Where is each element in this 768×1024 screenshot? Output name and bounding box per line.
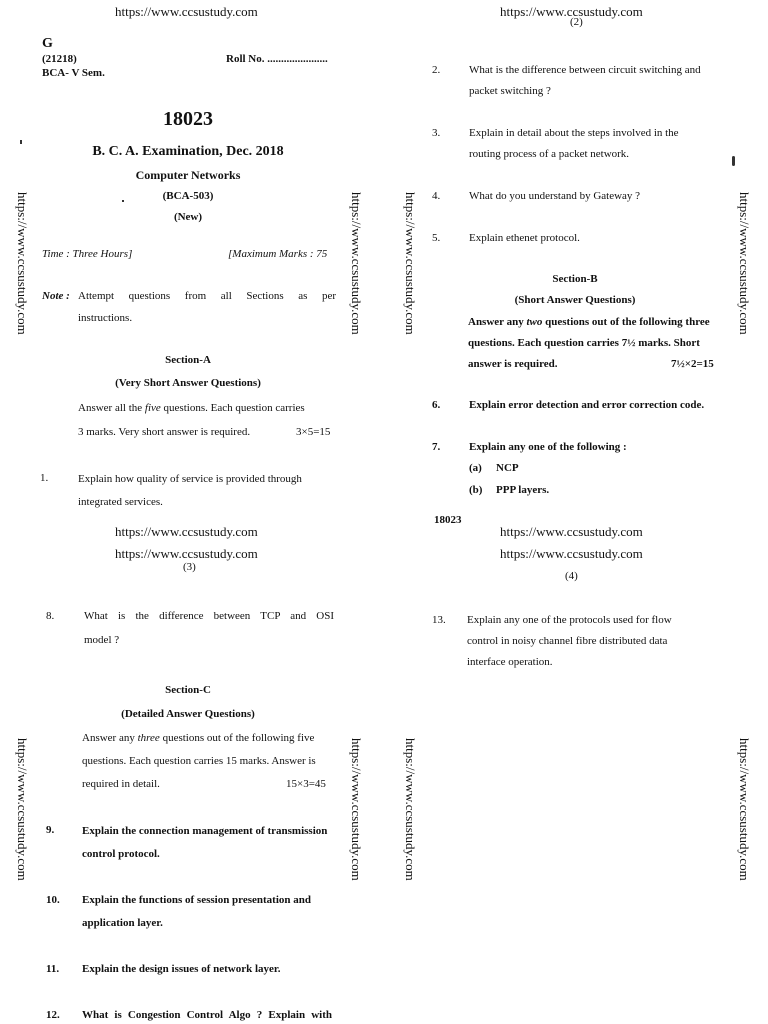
watermark-url: https://www.ccsustudy.com xyxy=(115,4,258,19)
section-c-heading: Section-C xyxy=(165,684,211,696)
section-c-instructions: required in detail. xyxy=(82,778,160,790)
section-a-instructions: Answer all the five questions. Each question carries xyxy=(78,402,305,414)
section-a-subheading: (Very Short Answer Questions) xyxy=(115,377,261,389)
note-label: Note : xyxy=(42,290,70,302)
watermark-url: https://www.ccsustudy.com xyxy=(115,546,258,561)
option-text: NCP xyxy=(496,462,519,474)
question-text: Explain any one of the protocols used for flow xyxy=(467,614,672,626)
question-number: 13. xyxy=(432,614,446,626)
question-text: routing process of a packet network. xyxy=(469,148,630,160)
question-text: What is the difference between circuit switching and xyxy=(469,64,701,76)
subject-code: (BCA-503) xyxy=(162,190,214,202)
scan-mark xyxy=(122,200,124,202)
vertical-watermark: https://www.ccsustudy.com xyxy=(403,192,418,335)
section-b-instructions: answer is required. xyxy=(468,358,558,370)
page-number: (3) xyxy=(183,561,196,573)
question-number: 2. xyxy=(432,64,441,76)
page-number: (2) xyxy=(570,16,583,28)
vertical-watermark: https://www.ccsustudy.com xyxy=(349,192,364,335)
question-text: What do you understand by Gateway ? xyxy=(469,190,641,202)
option-text: PPP layers. xyxy=(496,484,550,496)
question-text: Explain ethenet protocol. xyxy=(469,232,580,244)
question-text: control protocol. xyxy=(82,848,160,860)
watermark-url: https://www.ccsustudy.com xyxy=(500,524,643,539)
question-text: Explain in detail about the steps involved in the xyxy=(469,127,679,139)
question-number: 5. xyxy=(432,232,441,244)
question-text: What is the difference between TCP and OSI xyxy=(84,610,334,622)
section-b-marks: 7½×2=15 xyxy=(671,358,714,370)
question-text: interface operation. xyxy=(467,656,553,668)
section-a-marks: 3×5=15 xyxy=(296,426,331,438)
watermark-url: https://www.ccsustudy.com xyxy=(500,4,643,19)
section-c-marks: 15×3=45 xyxy=(286,778,326,790)
section-c-instructions: Answer any three questions out of the following five xyxy=(82,732,315,744)
note-text: instructions. xyxy=(78,312,133,324)
section-c-instructions: questions. Each question carries 15 marks. Answer is xyxy=(82,755,316,767)
scan-mark xyxy=(732,156,735,166)
section-a-heading: Section-A xyxy=(165,354,211,366)
question-text: model ? xyxy=(84,634,120,646)
question-text: Explain the functions of session presentation and xyxy=(82,894,312,906)
watermark-url: https://www.ccsustudy.com xyxy=(500,546,643,561)
paper-code: (21218) xyxy=(42,53,77,65)
question-text: Explain the connection management of transmission xyxy=(82,825,328,837)
question-text: Explain how quality of service is provided through xyxy=(78,473,302,485)
question-number: 11. xyxy=(46,963,60,975)
question-number: 12. xyxy=(46,1009,60,1021)
vertical-watermark: https://www.ccsustudy.com xyxy=(349,738,364,881)
question-number: 4. xyxy=(432,190,441,202)
vertical-watermark: https://www.ccsustudy.com xyxy=(15,738,30,881)
question-number: 3. xyxy=(432,127,441,139)
question-text: Explain the design issues of network layer. xyxy=(82,963,281,975)
section-b-instructions: Answer any two questions out of the following three xyxy=(468,316,710,328)
question-number: 6. xyxy=(432,399,441,411)
section-b-subheading: (Short Answer Questions) xyxy=(514,294,636,306)
page-number: (4) xyxy=(565,570,578,582)
max-marks: [Maximum Marks : 75 xyxy=(228,248,328,260)
exam-title: B. C. A. Examination, Dec. 2018 xyxy=(92,144,284,159)
scan-mark xyxy=(20,140,22,144)
series-letter: G xyxy=(42,36,53,51)
watermark-url: https://www.ccsustudy.com xyxy=(115,524,258,539)
question-text: control in noisy channel fibre distributed data xyxy=(467,635,668,647)
vertical-watermark: https://www.ccsustudy.com xyxy=(403,738,418,881)
time-label: Time : Three Hours] xyxy=(42,248,133,260)
vertical-watermark: https://www.ccsustudy.com xyxy=(737,738,752,881)
roll-number: Roll No. ...................... xyxy=(226,53,328,65)
question-number: 10. xyxy=(46,894,60,906)
subject-title: Computer Networks xyxy=(135,168,241,182)
option-label: (b) xyxy=(469,484,483,496)
note-text: Attempt questions from all Sections as per xyxy=(78,290,336,302)
scheme-label: (New) xyxy=(173,211,203,223)
question-text: What is Congestion Control Algo ? Explain with xyxy=(82,1009,332,1021)
question-text: application layer. xyxy=(82,917,163,929)
section-b-heading: Section-B xyxy=(552,273,598,285)
section-a-instructions: 3 marks. Very short answer is required. xyxy=(78,426,251,438)
question-number: 9. xyxy=(46,824,55,836)
footer-paper-code: 18023 xyxy=(434,514,462,526)
class-label: BCA- V Sem. xyxy=(42,67,105,79)
question-text: integrated services. xyxy=(78,496,163,508)
paper-number: 18023 xyxy=(163,108,213,130)
question-number: 8. xyxy=(46,610,55,622)
vertical-watermark: https://www.ccsustudy.com xyxy=(15,192,30,335)
question-number: 1. xyxy=(40,472,49,484)
question-text: packet switching ? xyxy=(469,85,551,97)
question-number: 7. xyxy=(432,441,441,453)
option-label: (a) xyxy=(469,462,482,474)
section-b-instructions: questions. Each question carries 7½ marks. Short xyxy=(468,337,700,349)
section-c-subheading: (Detailed Answer Questions) xyxy=(121,708,255,720)
question-text: Explain any one of the following : xyxy=(469,441,627,453)
vertical-watermark: https://www.ccsustudy.com xyxy=(737,192,752,335)
question-text: Explain error detection and error correction code. xyxy=(469,399,705,411)
